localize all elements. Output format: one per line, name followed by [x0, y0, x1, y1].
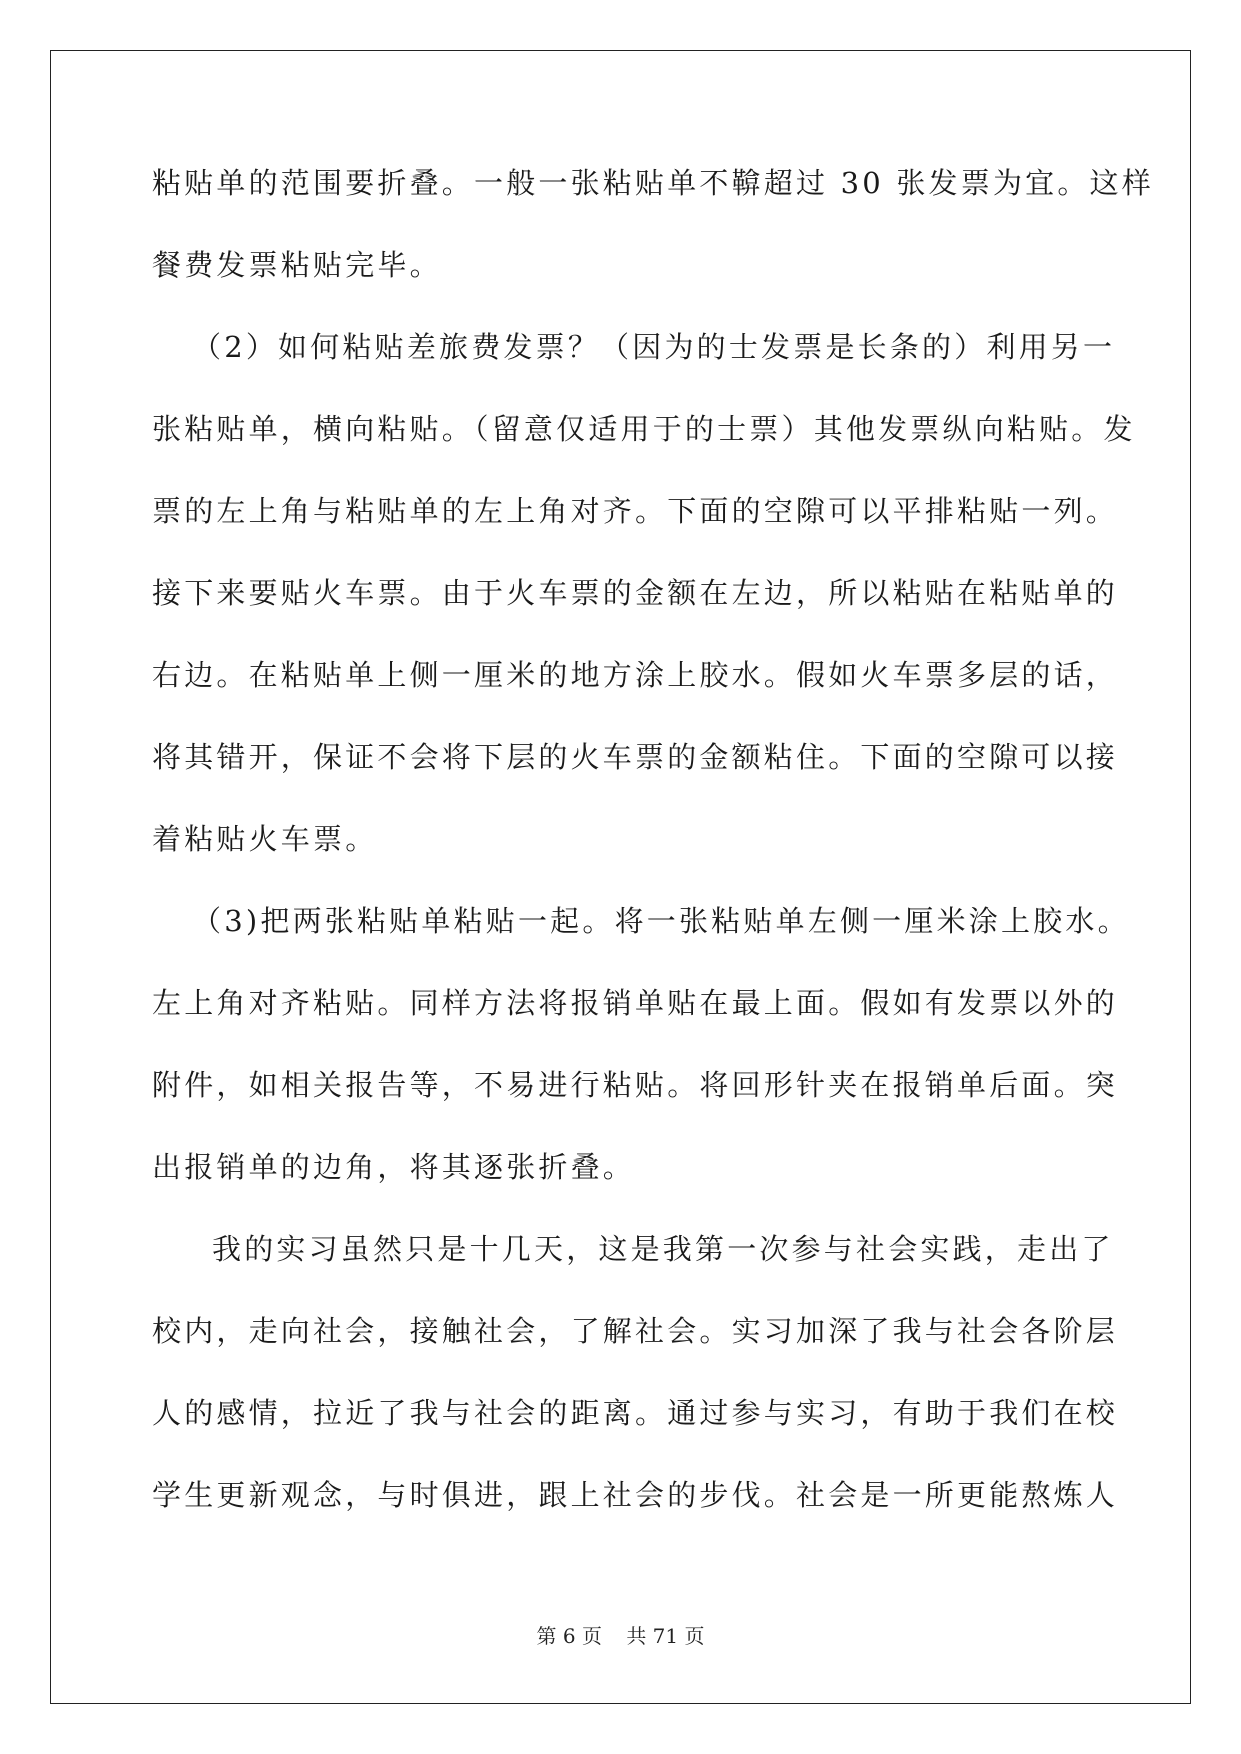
text-line: 票的左上角与粘贴单的左上角对齐。下面的空隙可以平排粘贴一列。	[152, 494, 1119, 528]
text-line: 张粘贴单，横向粘贴。（留意仅适用于的士票）其他发票纵向粘贴。发	[152, 412, 1136, 446]
total-page-count: 共 71 页	[626, 1624, 705, 1648]
text-line: 将其错开，保证不会将下层的火车票的金额粘住。下面的空隙可以接	[152, 740, 1119, 774]
text-line: 出报销单的边角，将其逐张折叠。	[152, 1150, 636, 1184]
text-line: （3)把两张粘贴单粘贴一起。将一张粘贴单左侧一厘米涂上胶水。	[192, 904, 1130, 938]
page-footer	[0, 1620, 1241, 1649]
text-line: 餐费发票粘贴完毕。	[152, 248, 442, 282]
text-line: 右边。在粘贴单上侧一厘米的地方涂上胶水。假如火车票多层的话，	[152, 658, 1119, 692]
text-line: 我的实习虽然只是十几天，这是我第一次参与社会实践，走出了	[212, 1232, 1114, 1266]
text-line: 学生更新观念，与时俱进，跟上社会的步伐。社会是一所更能熬炼人	[152, 1478, 1119, 1512]
document-body	[152, 163, 1154, 1557]
text-line: 人的感情，拉近了我与社会的距离。通过参与实习，有助于我们在校	[152, 1396, 1119, 1430]
text-line: 校内，走向社会，接触社会，了解社会。实习加深了我与社会各阶层	[152, 1314, 1119, 1348]
text-line: （2）如何粘贴差旅费发票？（因为的士发票是长条的）利用另一	[192, 330, 1116, 364]
text-line: 着粘贴火车票。	[152, 822, 378, 856]
text-line: 左上角对齐粘贴。同样方法将报销单贴在最上面。假如有发票以外的	[152, 986, 1119, 1020]
text-line: 接下来要贴火车票。由于火车票的金额在左边，所以粘贴在粘贴单的	[152, 576, 1119, 610]
current-page-number: 第 6 页	[536, 1624, 602, 1648]
text-line: 粘贴单的范围要折叠。一般一张粘贴单不鞥超过 30 张发票为宜。这样	[152, 166, 1154, 200]
text-line: 附件，如相关报告等，不易进行粘贴。将回形针夹在报销单后面。突	[152, 1068, 1119, 1102]
